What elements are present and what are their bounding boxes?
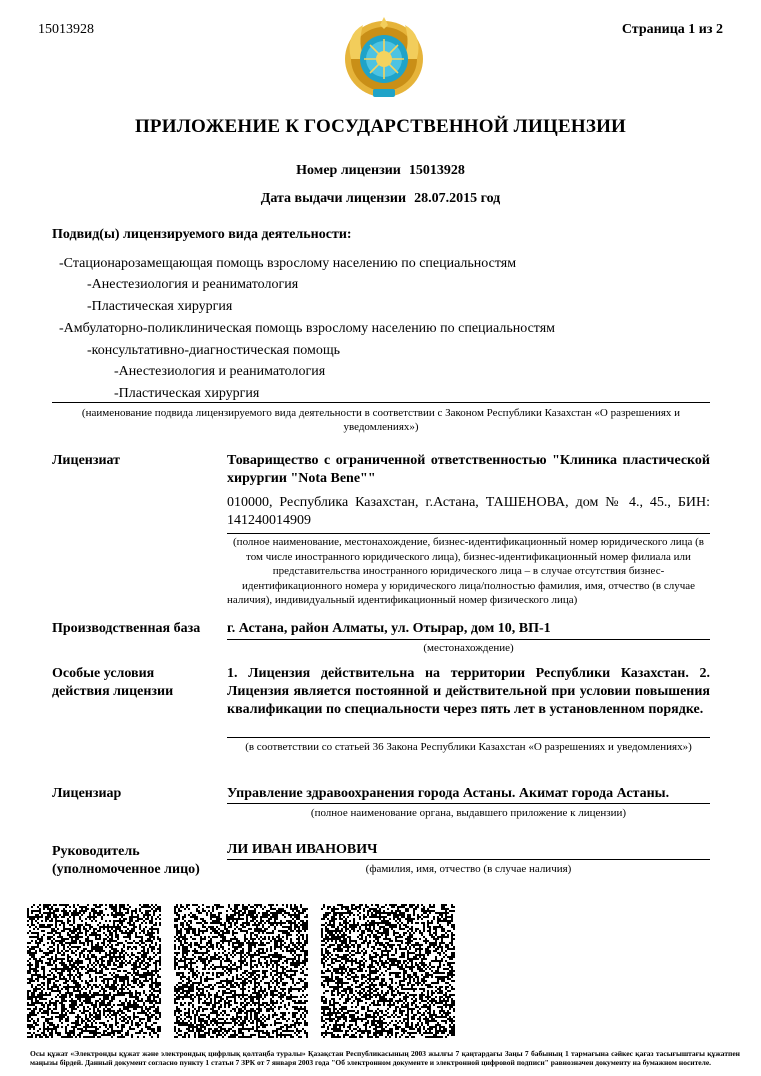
license-date-label: Дата выдачи лицензии xyxy=(260,191,407,206)
qr-code-image xyxy=(27,904,161,1038)
activity-item: -консультативно-диагностическая помощь xyxy=(87,343,341,358)
qr-code-image xyxy=(174,904,308,1038)
document-number: 15013928 xyxy=(38,22,94,37)
activity-item: -Анестезиология и реаниматология xyxy=(114,364,326,379)
licensor-value: Управление здравоохранения города Астаны. Акимат города Астаны. xyxy=(227,786,670,801)
activity-item: -Пластическая хирургия xyxy=(114,386,260,401)
production-base-caption: (местонахождение) xyxy=(423,642,514,654)
head-label: Руководитель (уполномоченное лицо) xyxy=(52,844,200,877)
licensor-caption: (полное наименование органа, выдавшего приложение к лицензии) xyxy=(310,807,627,819)
special-conditions-value: 1. Лицензия действительна на территории Республики Казахстан. 2. Лицензия является постоянной и действительной при условии повышения квалификации по специальности через пять лет в установленном порядке. xyxy=(227,666,710,717)
special-conditions-label: Особые условия действия лицензии xyxy=(52,666,174,699)
activities-heading: Подвид(ы) лицензируемого вида деятельности: xyxy=(52,227,352,242)
qr-code-image xyxy=(321,904,455,1038)
activity-item: -Анестезиология и реаниматология xyxy=(87,277,299,292)
license-number-value: 15013928 xyxy=(408,163,465,178)
license-number-label: Номер лицензии xyxy=(296,163,401,178)
page-title: ПРИЛОЖЕНИЕ К ГОСУДАРСТВЕННОЙ ЛИЦЕНЗИИ xyxy=(134,116,627,137)
special-conditions-caption: (в соответствии со статьей 36 Закона Республики Казахстан «О разрешениях и уведомлениях») xyxy=(245,741,692,753)
head-caption: (фамилия, имя, отчество (в случае наличия) xyxy=(365,863,572,875)
activities-note: (наименование подвида лицензируемого вида деятельности в соответствии с Законом Республики Казахстан «О разрешениях и уведомлениях») xyxy=(81,407,681,433)
license-number-line xyxy=(0,163,761,179)
licensee-rule xyxy=(227,533,710,534)
licensee-address: 010000, Республика Казахстан, г.Астана, ТАШЕНОВА, дом № 4., 45., БИН: 141240014909 xyxy=(227,495,710,528)
licensee-caption: (полное наименование, местонахождение, бизнес-идентификационный номер юридического лица (в том числе иностранного юридического лица), бизнес-идентификационный номер филиала или представительства иностранного юридического лица – в случае отсутствия бизнес-идентификационного номера у юридического лица/полностью фамилия, имя, отчество (в случае наличия), индивидуальный идентификационный номер физического лица) xyxy=(227,536,704,607)
licensor-rule xyxy=(227,803,710,804)
license-date-value: 28.07.2015 год xyxy=(414,191,501,206)
licensor-label: Лицензиар xyxy=(52,786,122,801)
special-conditions-rule xyxy=(227,737,710,738)
production-base-label: Производственная база xyxy=(52,621,201,636)
licensee-name: Товарищество с ограниченной ответственностью "Клиника пластической хирургии "Nota Bene"" xyxy=(227,453,710,486)
production-base-rule xyxy=(227,639,710,640)
activity-item: -Стационарозамещающая помощь взрослому населению по специальностям xyxy=(59,256,517,271)
head-value: ЛИ ИВАН ИВАНОВИЧ xyxy=(227,842,378,857)
legal-footer: Осы құжат «Электронды құжат және электрондық цифрлық қолтаңба туралы» Қазақстан Республикасының 2003 жылғы 7 қаңтардағы Заңы 7 бабының 1 тармағына сәйкес қағаз тасығыштағы құжатпен маңызы бірдей. Данный документ согласно пункту 1 статьи 7 ЗРК от 7 января 2003 года "Об электронном документе и электронной цифровой подписи" равнозначен документу на бумажном носителе. xyxy=(30,1049,740,1067)
page-indicator: Страница 1 из 2 xyxy=(621,22,723,37)
state-emblem-icon xyxy=(343,15,425,101)
licensee-label: Лицензиат xyxy=(52,453,121,468)
activities-divider xyxy=(52,402,710,403)
license-date-line xyxy=(0,191,761,207)
production-base-value: г. Астана, район Алматы, ул. Отырар, дом 10, ВП-1 xyxy=(227,621,551,636)
activity-item: -Амбулаторно-поликлиническая помощь взрослому населению по специальностям xyxy=(59,321,556,336)
activity-item: -Пластическая хирургия xyxy=(87,299,233,314)
head-rule xyxy=(227,859,710,860)
